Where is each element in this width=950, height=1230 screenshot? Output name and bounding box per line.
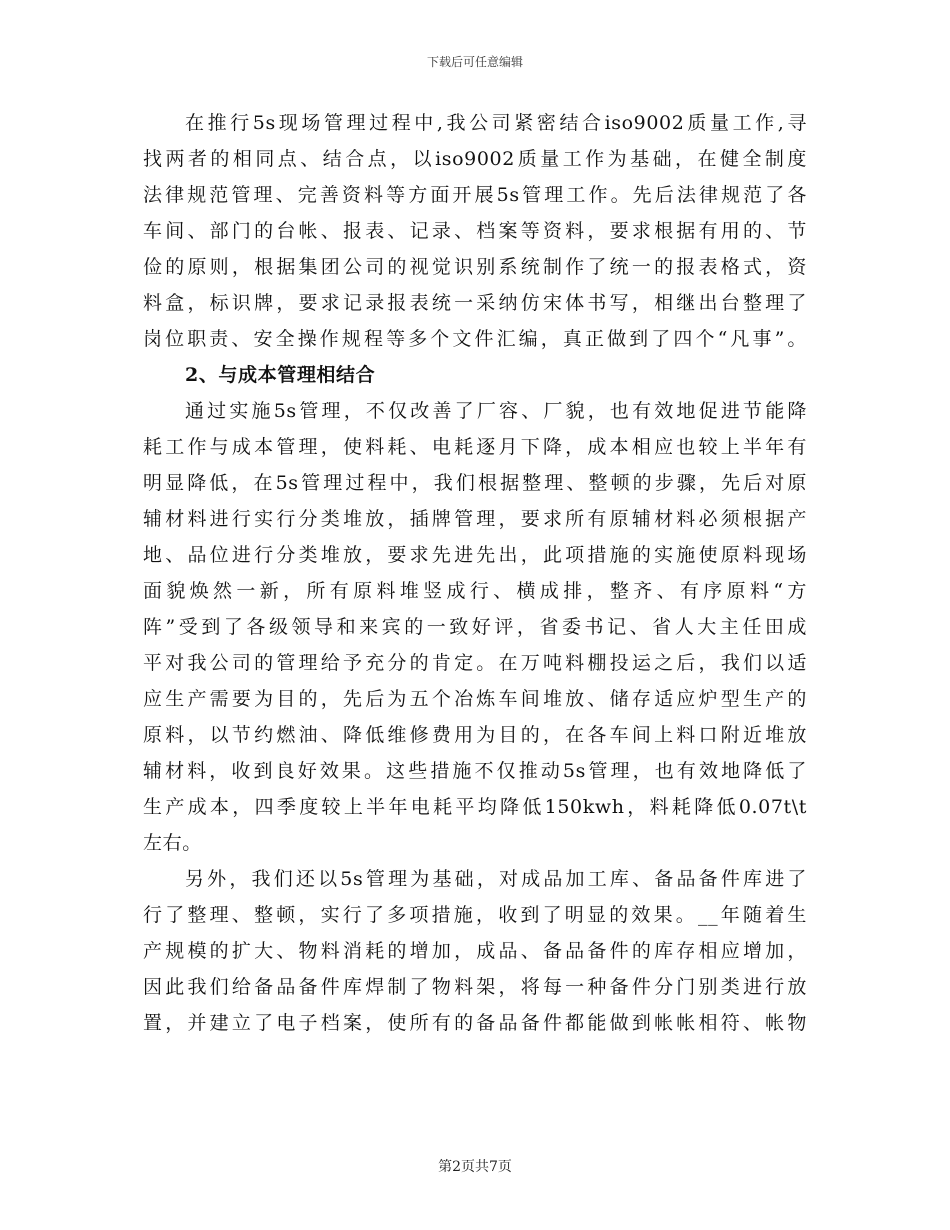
paragraph-line: 耗工作与成本管理，使料耗、电耗逐月下降，成本相应也较上半年有	[143, 436, 807, 458]
paragraph-line: 原料，以节约燃油、降低维修费用为目的，在各车间上料口附近堆放	[143, 724, 807, 746]
paragraph-line: 阵”受到了各级领导和来宾的一致好评，省委书记、省人大主任田成	[143, 616, 807, 638]
paragraph-line: 另外，我们还以5s管理为基础，对成品加工库、备品备件库进了	[185, 868, 807, 890]
paragraph-line: 产规模的扩大、物料消耗的增加，成品、备品备件的库存相应增加，	[143, 940, 807, 962]
paragraph-line: 岗位职责、安全操作规程等多个文件汇编，真正做到了四个“凡事”。	[143, 328, 807, 350]
paragraph-line: 料盒，标识牌，要求记录报表统一采纳仿宋体书写，相继出台整理了	[143, 292, 807, 314]
paragraph-line: 俭的原则，根据集团公司的视觉识别系统制作了统一的报表格式，资	[143, 256, 807, 278]
paragraph-line: 面貌焕然一新，所有原料堆竖成行、横成排，整齐、有序原料“方	[143, 580, 807, 602]
page-number: 第2页共7页	[438, 1159, 512, 1175]
page-header: 下载后可任意编辑	[426, 55, 523, 69]
paragraph-line: 左右。	[143, 832, 202, 854]
paragraph-line: 明显降低，在5s管理过程中，我们根据整理、整顿的步骤，先后对原	[143, 472, 807, 494]
paragraph-line: 辅材料，收到良好效果。这些措施不仅推动5s管理，也有效地降低了	[143, 760, 807, 782]
paragraph-line: 通过实施5s管理，不仅改善了厂容、厂貌，也有效地促进节能降	[185, 400, 807, 422]
paragraph-line: 行了整理、整顿，实行了多项措施，收到了明显的效果。__年随着生	[143, 904, 807, 926]
paragraph-line: 在推行5s现场管理过程中,我公司紧密结合iso9002质量工作,寻	[185, 112, 807, 134]
paragraph-line: 辅材料进行实行分类堆放，插牌管理，要求所有原辅材料必须根据产	[143, 508, 807, 530]
paragraph-line: 车间、部门的台帐、报表、记录、档案等资料，要求根据有用的、节	[143, 220, 807, 242]
paragraph-line: 地、品位进行分类堆放，要求先进先出，此项措施的实施使原料现场	[143, 544, 807, 566]
paragraph-line: 应生产需要为目的，先后为五个冶炼车间堆放、储存适应炉型生产的	[143, 688, 807, 710]
paragraph-line: 因此我们给备品备件库焊制了物料架，将每一种备件分门别类进行放	[143, 976, 807, 998]
document-body	[143, 105, 807, 1041]
section-heading: 2、与成本管理相结合	[185, 364, 376, 386]
paragraph-line: 置，并建立了电子档案，使所有的备品备件都能做到帐帐相符、帐物	[143, 1012, 807, 1034]
paragraph-line: 平对我公司的管理给予充分的肯定。在万吨料棚投运之后，我们以适	[143, 652, 807, 674]
paragraph-line: 法律规范管理、完善资料等方面开展5s管理工作。先后法律规范了各	[143, 184, 807, 206]
paragraph-line: 找两者的相同点、结合点，以iso9002质量工作为基础，在健全制度	[143, 148, 807, 170]
paragraph-line: 生产成本，四季度较上半年电耗平均降低150kwh，料耗降低0.07t\t	[143, 796, 807, 818]
